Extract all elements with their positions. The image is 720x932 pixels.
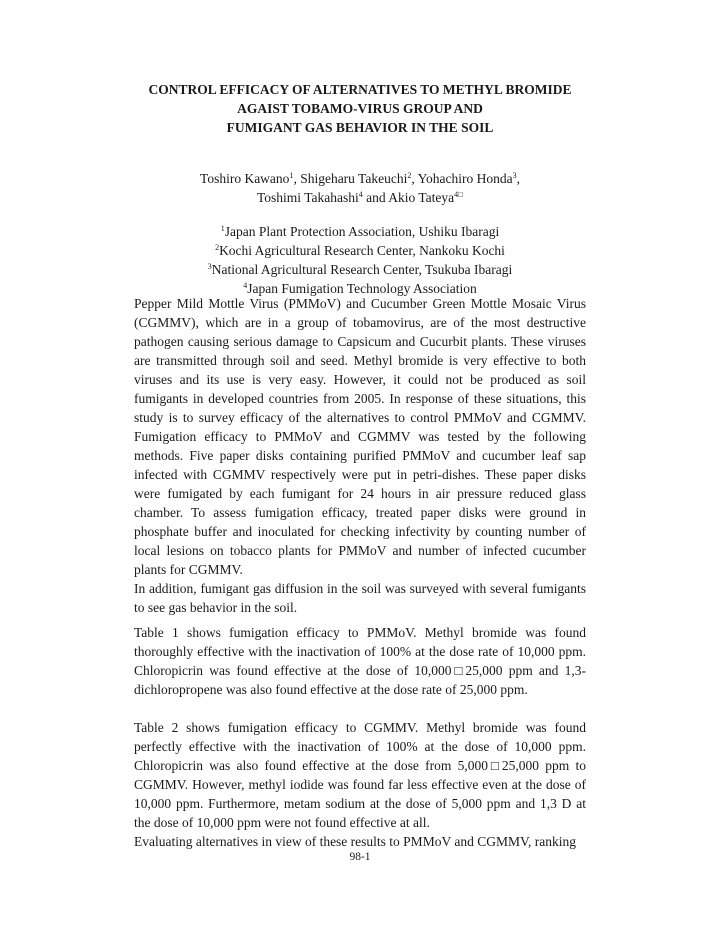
paragraph-line: Chloropicrin was found effective at the dose of 10,000□25,000 ppm and 1,3-	[134, 663, 586, 678]
affiliation-sup: 1	[220, 224, 225, 233]
paragraph-line: 10,000 ppm. Furthermore, metam sodium at the dose of 5,000 ppm and 1,3 D at	[134, 796, 586, 811]
author-affil-sup: 1	[289, 171, 294, 180]
paragraph-line: methods. Five paper disks containing purified PMMoV and cucumber leaf sap	[134, 448, 586, 463]
paragraph-line: local lesions on tobacco plants for PMMoV and number of infected cucumber	[134, 543, 586, 558]
paragraph-line: phosphate buffer and inoculated for checking infectivity by counting number of	[134, 524, 586, 539]
affiliation-sup: 3	[207, 262, 212, 271]
paragraph-line: Evaluating alternatives in view of these results to PMMoV and CGMMV, ranking	[134, 834, 576, 849]
paragraph-line: fumigants in developed countries from 2005. In response of these situations, this	[134, 391, 586, 406]
paper-title	[0, 80, 720, 137]
affiliation-text: Kochi Agricultural Research Center, Nankoku Kochi	[219, 243, 505, 258]
paragraph-introduction	[134, 294, 586, 617]
author-name: Toshimi Takahashi	[257, 190, 359, 205]
author-line-2	[0, 188, 720, 207]
paragraph-line: to see gas behavior in the soil.	[134, 600, 298, 615]
author-affil-sup: 3	[512, 171, 517, 180]
paragraph-line: perfectly effective with the inactivation of 100% at the dose of 10,000 ppm.	[134, 739, 586, 754]
affiliation-3	[0, 260, 720, 279]
paragraph-line: chamber. To assess fumigation efficacy, treated paper disks were ground in	[134, 505, 586, 520]
paragraph-line: were fumigated by each fumigant for 24 hours in air pressure reduced glass	[134, 486, 586, 501]
paragraph-line: infected with CGMMV respectively were put in petri-dishes. These paper disks	[134, 467, 586, 482]
paragraph-pmmov-results	[134, 623, 586, 699]
paragraph-line: In addition, fumigant gas diffusion in the soil was surveyed with several fumigants	[134, 581, 586, 596]
affiliation-2	[0, 241, 720, 260]
paragraph-line: Chloropicrin was also found effective at the dose from 5,000□25,000 ppm to	[134, 758, 586, 773]
author-separator: ,	[516, 171, 520, 186]
affiliation-sup: 2	[215, 243, 220, 252]
paragraph-line: Fumigation efficacy to PMMoV and CGMMV was tested by the following	[134, 429, 586, 444]
affiliation-sup: 4	[243, 281, 248, 290]
author-name: , Shigeharu Takeuchi	[293, 171, 408, 186]
affiliation-text: National Agricultural Research Center, Tsukuba Ibaragi	[211, 262, 513, 277]
affiliation-1	[0, 222, 720, 241]
paragraph-line: are transmitted through soil and seed. Methyl bromide is very effective to both	[134, 353, 586, 368]
paragraph-line: study is to survey efficacy of the alternatives to control PMMoV and CGMMV.	[134, 410, 586, 425]
author-affil-sup: 4	[358, 190, 363, 199]
author-line-1	[0, 169, 720, 188]
paragraph-line: dichloropropene was also found effective at the dose rate of 25,000 ppm.	[134, 682, 528, 697]
paragraph-line: thoroughly effective with the inactivation of 100% at the dose rate of 10,000 ppm.	[134, 644, 586, 659]
paragraph-line: Table 2 shows fumigation efficacy to CGMMV. Methyl bromide was found	[134, 720, 586, 735]
title-line-3: FUMIGANT GAS BEHAVIOR IN THE SOIL	[226, 120, 494, 135]
author-name: and Akio Tateya	[362, 190, 455, 205]
affiliation-text: Japan Fumigation Technology Association	[247, 281, 477, 296]
paragraph-line: (CGMMV), which are in a group of tobamovirus, are of the most destructive	[134, 315, 586, 330]
author-name: , Yohachiro Honda	[411, 171, 513, 186]
affiliation-text: Japan Plant Protection Association, Ushiku Ibaragi	[224, 224, 500, 239]
title-line-2: AGAIST TOBAMO-VIRUS GROUP AND	[237, 101, 483, 116]
paragraph-line: Pepper Mild Mottle Virus (PMMoV) and Cucumber Green Mottle Mosaic Virus	[134, 296, 586, 311]
title-line-1: CONTROL EFFICACY OF ALTERNATIVES TO METHYL BROMIDE	[148, 82, 572, 97]
paragraph-line: viruses and its use is very easy. However, it could not be produced as soil	[134, 372, 586, 387]
author-affil-sup: 4□	[454, 190, 463, 199]
page-number: 98-1	[349, 851, 371, 863]
affiliation-list	[0, 222, 720, 298]
paragraph-line: Table 1 shows fumigation efficacy to PMMoV. Methyl bromide was found	[134, 625, 586, 640]
paragraph-cgmmv-results	[134, 718, 586, 851]
paragraph-line: plants for CGMMV.	[134, 562, 243, 577]
paragraph-line: CGMMV. However, methyl iodide was found far less effective even at the dose of	[134, 777, 586, 792]
paragraph-line: the dose of 10,000 ppm were not found effective at all.	[134, 815, 430, 830]
author-affil-sup: 2	[407, 171, 412, 180]
author-list	[0, 169, 720, 207]
author-name: Toshiro Kawano	[200, 171, 290, 186]
paragraph-line: pathogen causing serious damage to Capsicum and Cucurbit plants. These viruses	[134, 334, 586, 349]
